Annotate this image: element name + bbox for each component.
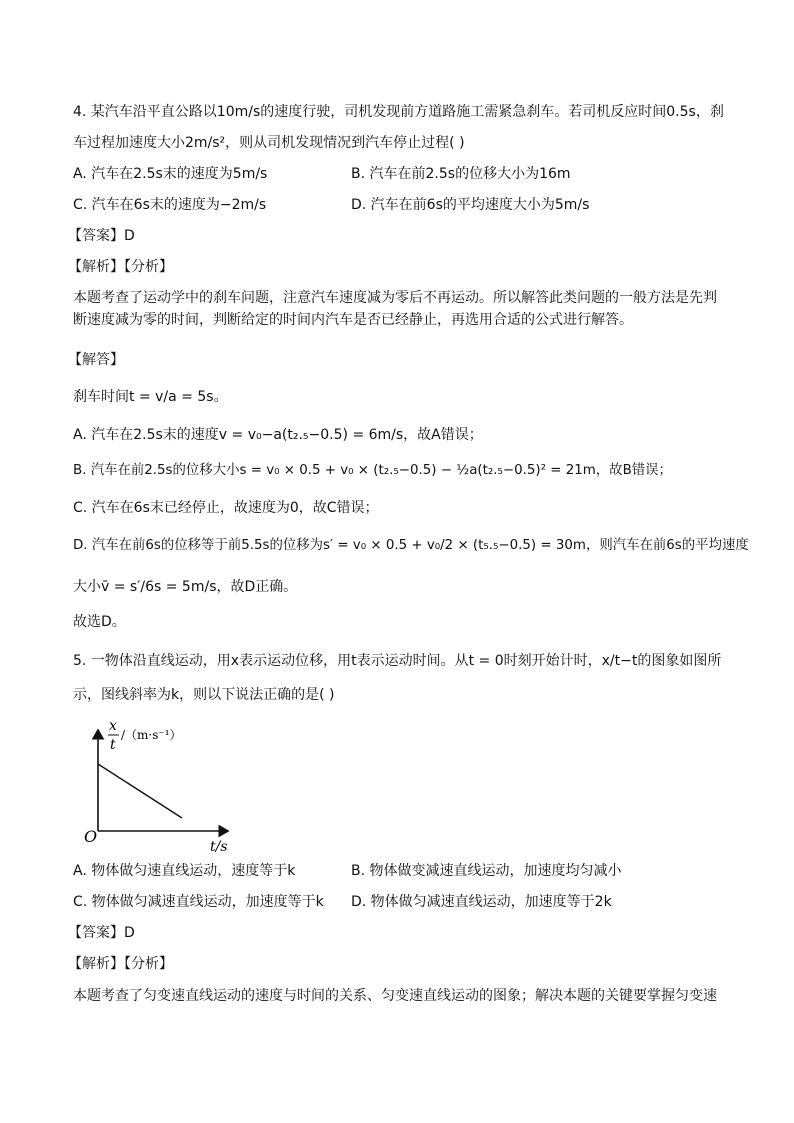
q5-option-d: D. 物体做匀减速直线运动，加速度等于2k: [351, 894, 612, 910]
q5-option-a: A. 物体做匀速直线运动，速度等于k: [73, 863, 296, 879]
q5-option-c: C. 物体做匀减速直线运动，加速度等于k: [73, 894, 324, 910]
q5-analysis-text: 本题考查了匀变速直线运动的速度与时间的关系、匀变速直线运动的图象；解决本题的关键要掌握匀变速: [73, 988, 717, 1004]
q5-analysis-header: 【解析】【分析】: [68, 956, 173, 972]
q4-stem-line2: 车过程加速度大小2m/s²，则从司机发现情况到汽车停止过程( ): [73, 135, 465, 151]
q4-analysis-header: 【解析】【分析】: [68, 259, 173, 275]
graph-line: [98, 764, 182, 818]
q5-xt-t-graph: [78, 716, 243, 856]
q5-option-b: B. 物体做变减速直线运动，加速度均匀减小: [351, 863, 622, 879]
q4-solution-c: C. 汽车在6s末已经停止，故速度为0，故C错误；: [73, 500, 379, 516]
q4-solution-d-line2: 大小v̄ = s′/6s = 5m/s，故D正确。: [73, 579, 298, 595]
q5-answer: 【答案】D: [68, 925, 135, 941]
origin-label: O: [84, 827, 98, 846]
x-label: t/s: [210, 839, 228, 855]
q4-stem-line1: 4. 某汽车沿平直公路以10m/s的速度行驶，司机发现前方道路施工需紧急刹车。若司机反应时间0.5s，刹: [73, 104, 724, 120]
y-label-denominator: t: [110, 737, 116, 753]
q4-solution-b: B. 汽车在前2.5s的位移大小s = v₀ × 0.5 + v₀ × (t₂.₅−0.5) − ½a(t₂.₅−0.5)² = 21m，故B错误；: [73, 463, 672, 478]
q4-analysis-text: 本题考查了运动学中的刹车问题，注意汽车速度减为零后不再运动。所以解答此类问题的一般方法是先判断速度减为零的时间，判断给定的时间内汽车是否已经静止，再选用合适的公式进行解答。: [73, 290, 717, 328]
y-label-unit: /（m·s⁻¹）: [121, 728, 182, 742]
q4-option-a: A. 汽车在2.5s末的速度为5m/s: [73, 166, 268, 182]
q4-option-c: C. 汽车在6s末的速度为−2m/s: [73, 197, 267, 213]
q5-stem-line1: 5. 一物体沿直线运动，用x表示运动位移，用t表示运动时间。从t = 0时刻开始计时，x/t−t的图象如图所: [73, 653, 722, 669]
q4-option-d: D. 汽车在前6s的平均速度大小为5m/s: [351, 197, 590, 213]
q4-solution-header: 【解答】: [68, 352, 124, 368]
q4-solution-d-line1: D. 汽车在前6s的位移等于前5.5s的位移为s′ = v₀ × 0.5 + v₀/2 × (t₅.₅−0.5) = 30m，则汽车在前6s的平均速度: [73, 538, 749, 553]
q4-option-b: B. 汽车在前2.5s的位移大小为16m: [351, 166, 571, 182]
q4-solution-a: A. 汽车在2.5s末的速度v = v₀−a(t₂.₅−0.5) = 6m/s，故A错误；: [73, 427, 483, 443]
q4-answer: 【答案】D: [68, 228, 135, 244]
q4-conclusion: 故选D。: [73, 614, 126, 630]
q4-solution-brake-time: 刹车时间t = v/a = 5s。: [73, 389, 228, 405]
q5-stem-line2: 示，图线斜率为k，则以下说法正确的是( ): [73, 687, 335, 703]
y-label-numerator: x: [109, 718, 117, 734]
